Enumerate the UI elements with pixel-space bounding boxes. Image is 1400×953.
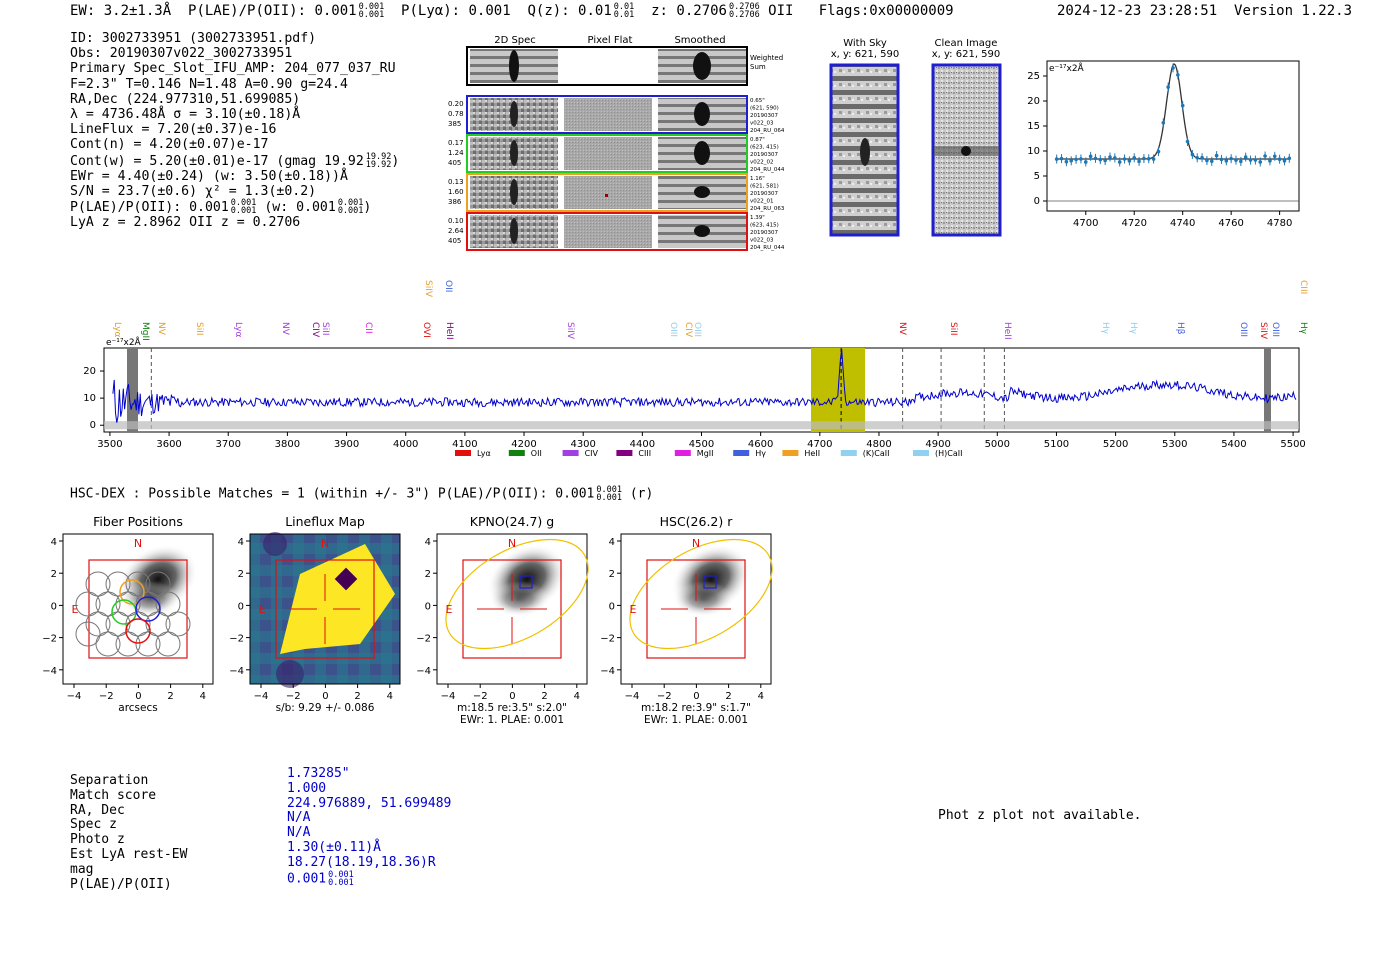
panel-xtick: 0 (509, 691, 516, 702)
line-id-label: SiIV (1258, 322, 1268, 340)
spectrum-xtick: 3600 (156, 439, 182, 450)
panel-ytick: 4 (50, 537, 57, 548)
flux-point (1225, 159, 1229, 163)
info-obs: Obs: 20190307v022_3002733951 (70, 46, 293, 62)
match-value: 224.976889, 51.699489 (287, 795, 452, 811)
flux-point (1263, 154, 1267, 158)
flux-point (1152, 157, 1156, 161)
cutout-row-stat: 386 (448, 198, 462, 206)
spectrum-xtick: 5200 (1102, 439, 1129, 450)
line-id-label: CIV (683, 322, 693, 338)
info-contw: Cont(w) = 5.20(±0.01)e-17 (gmag 19.92 19.92 19.92 ) (70, 151, 400, 170)
line-id-label: SiII (194, 322, 204, 336)
panel-caption: s/b: 9.29 +/- 0.086 (275, 702, 375, 714)
cutout-row-meta: 20190307 (750, 113, 778, 119)
panel-ytick: −4 (600, 665, 615, 677)
legend-swatch (616, 450, 632, 456)
flux-point (1278, 157, 1282, 161)
cutout-row-meta: v022_01 (750, 198, 774, 205)
line-id-label: Lyα (112, 322, 122, 338)
line-id-label: NV (156, 322, 166, 335)
flux-point (1176, 73, 1180, 77)
line-id-label: HeII (1002, 322, 1012, 340)
panel-title: Fiber Positions (93, 514, 183, 529)
panel-ytick: 2 (237, 569, 244, 581)
flux-point (1055, 157, 1059, 161)
spectrum-xtick: 4300 (570, 439, 596, 450)
spectrum-ylabel: e⁻¹⁷x2Å (106, 338, 141, 348)
legend-label: HeII (804, 449, 821, 458)
cutout-row-stat: 0.13 (448, 178, 464, 186)
flux-point (1191, 153, 1195, 157)
north-label: N (320, 537, 330, 550)
flux-point (1123, 157, 1127, 161)
header-version: Version 1.22.3 (1234, 3, 1353, 19)
panel-caption: m:18.5 re:3.5" s:2.0" (457, 702, 567, 714)
cutout-flat (564, 98, 652, 131)
match-label: Photo z (70, 832, 125, 848)
match-label: Separation (70, 773, 149, 788)
legend-label: Lyα (477, 449, 491, 458)
panel-ytick: 0 (608, 601, 615, 613)
panel-xtick: −4 (66, 691, 82, 702)
line-id-label: MgII (140, 322, 150, 341)
panel-ytick: 2 (50, 569, 57, 581)
zoom-xtick: 4760 (1218, 218, 1244, 229)
panel-xtick: −2 (472, 691, 488, 702)
line-id-label: CII (363, 322, 373, 334)
flux-point (1084, 160, 1088, 164)
cutout-row-meta: 204_RU_064 (750, 128, 785, 134)
match-label: Est LyA rest-EW (70, 846, 188, 862)
spectrum-ytick: 10 (83, 393, 96, 405)
panel-ytick: 4 (424, 537, 431, 548)
spectrum-xtick: 4600 (747, 439, 774, 450)
match-value: 1.30(±0.11)Å (287, 839, 381, 855)
zoom-xtick: 4780 (1266, 218, 1293, 229)
panel-xtick: −4 (440, 691, 456, 702)
line-id-label: Hβ (1175, 322, 1185, 335)
panel-ytick: 2 (608, 569, 615, 581)
legend-swatch (733, 450, 749, 456)
info-contn: Cont(n) = 4.20(±0.07)e-17 (70, 137, 269, 153)
cutout-row-stat: 1.24 (448, 149, 464, 157)
panel-caption: EWr: 1. PLAE: 0.001 (643, 714, 749, 725)
zoom-ytick: 0 (1033, 196, 1040, 207)
line-fit-plot (1020, 55, 1310, 235)
flux-point (1147, 157, 1151, 161)
line-id-label: SiIV (423, 280, 433, 298)
flux-point (1220, 158, 1224, 162)
panel-caption: EWr: 1. PLAE: 0.001 (459, 714, 565, 725)
panel-ytick: −2 (600, 633, 615, 645)
panel-ytick: 2 (424, 569, 431, 581)
legend-swatch (782, 450, 798, 456)
spectrum-plot (70, 278, 1390, 468)
cutout-flat (564, 137, 652, 170)
cutout-row-stat: 0.20 (448, 100, 464, 108)
header-z-line: OII (768, 3, 794, 19)
match-table-labels (70, 774, 187, 892)
spectrum-xtick: 4200 (511, 439, 537, 450)
east-label: E (629, 603, 637, 616)
sky-images (828, 62, 1008, 238)
header-right (1057, 3, 1352, 19)
match-label: mag (70, 861, 94, 877)
legend-label: MgII (696, 449, 714, 458)
panel-xtick: 2 (725, 691, 732, 702)
header-ew: EW: 3.2±1.3Å (70, 3, 172, 19)
match-label: RA, Dec (70, 802, 125, 818)
match-label: P(LAE)/P(OII) (70, 876, 172, 892)
clean-image-xy: x, y: 621, 590 (931, 49, 1001, 60)
cutout-row-stat: 385 (448, 120, 462, 128)
cutout-row-meta: 204_RU_063 (750, 206, 785, 212)
panel-ytick: 0 (50, 601, 57, 613)
north-label: N (691, 537, 701, 550)
zoom-ytick: 10 (1027, 146, 1040, 157)
line-id-label: Lyα (233, 322, 243, 338)
spectrum-xtick: 3500 (97, 439, 123, 450)
spectrum-xtick: 5300 (1162, 439, 1188, 450)
flux-point (1065, 160, 1069, 164)
zoom-ylabel: e⁻¹⁷x2Å (1049, 64, 1084, 74)
spectrum-xtick: 4700 (807, 439, 833, 450)
col-pixel-flat: Pixel Flat (587, 35, 633, 46)
panel-xtick: −4 (253, 691, 269, 702)
info-params: F=2.3" T=0.146 N=1.48 A=0.90 g=24.4 (70, 76, 348, 92)
match-label: Spec z (70, 817, 117, 833)
flux-point (1137, 160, 1141, 164)
flux-point (1099, 158, 1103, 162)
spectrum-ytick: 20 (83, 366, 96, 378)
flux-point (1234, 158, 1238, 162)
panel-title: Lineflux Map (285, 514, 365, 529)
cutout-row-stat: 1.60 (448, 188, 464, 196)
flux-point (1157, 150, 1161, 154)
line-id-label: OVI (421, 322, 431, 338)
line-id-label: NV (280, 322, 290, 335)
masked-region (1264, 348, 1271, 432)
cutout-flat (564, 215, 652, 248)
col-smoothed: Smoothed (674, 35, 726, 46)
info-id: ID: 3002733951 (3002733951.pdf) (70, 31, 317, 46)
spectrum-xtick: 5500 (1280, 439, 1306, 450)
panel-xtick: 4 (199, 691, 206, 702)
flux-point (1244, 155, 1248, 159)
cutout-row-meta: v022_02 (750, 159, 774, 166)
east-label: E (445, 603, 453, 616)
photz-message: Phot z plot not available. (938, 808, 1142, 823)
panel-ytick: 0 (424, 601, 431, 613)
legend-label: (H)CaII (935, 449, 963, 458)
match-value: N/A (287, 825, 311, 841)
error-band (104, 421, 1299, 429)
spectrum-xtick: 3800 (274, 439, 301, 450)
cutout-row-meta: 0.87" (750, 137, 765, 143)
cutout-flat (564, 176, 652, 209)
cutout-row-meta: (621, 581) (750, 183, 779, 190)
flux-point (1273, 155, 1277, 159)
legend-label: CIV (584, 449, 599, 458)
match-value: 0.001 0.001 0.001 (287, 869, 354, 888)
panel-ytick: −4 (42, 665, 57, 677)
spectrum-xtick: 4400 (629, 439, 656, 450)
legend-swatch (509, 450, 525, 456)
clean-image-title: Clean Image (934, 38, 998, 49)
panel-ytick: −2 (229, 633, 244, 645)
panel-ytick: 4 (608, 537, 615, 548)
spectrum-xtick: 5400 (1221, 439, 1247, 450)
north-label: N (507, 537, 517, 550)
line-id-label: Hγ (1128, 322, 1138, 335)
panel-xtick: −2 (285, 691, 301, 702)
flux-point (1108, 155, 1112, 159)
panel-xtick: 4 (386, 691, 393, 702)
flux-point (1128, 159, 1132, 163)
weighted-sum-label: Weighted Sum (750, 54, 784, 71)
cutout-row-stat: 0.10 (448, 217, 464, 225)
panel-xtick: 2 (541, 691, 548, 702)
with-sky-xy: x, y: 621, 590 (830, 49, 900, 60)
panel-xtick: −2 (98, 691, 114, 702)
match-value: 18.27(18.19,18.36)R (287, 854, 436, 870)
flux-point (1268, 159, 1272, 163)
match-table-values (287, 767, 451, 887)
cutout-images (440, 40, 800, 255)
flux-point (1210, 160, 1214, 164)
line-id-label: CIII (1298, 280, 1308, 295)
flux-point (1200, 156, 1204, 160)
line-id-label: NV (897, 322, 907, 335)
cutout-row-stat: 2.64 (448, 227, 464, 235)
line-id-label: OIII (692, 322, 702, 338)
flux-point (1249, 158, 1253, 162)
spectrum-xtick: 5000 (984, 439, 1011, 450)
cutout-row-meta: 204_RU_044 (750, 245, 785, 251)
flux-point (1142, 157, 1146, 161)
legend-swatch (841, 450, 857, 456)
panel-ytick: −4 (416, 665, 431, 677)
legend-swatch (913, 450, 929, 456)
legend-label: CIII (638, 449, 652, 458)
panel-xtick: 0 (135, 691, 142, 702)
flux-point (1166, 85, 1170, 89)
panel-xtick: 4 (757, 691, 764, 702)
legend-swatch (675, 450, 691, 456)
legend-swatch (563, 450, 579, 456)
flux-point (1094, 157, 1098, 161)
header-line: EW: 3.2±1.3Å P(LAE)/P(OII): 0.001 0.001 0.001 P(Lyα): 0.001 Q(z): 0.01 0.01 0.01 z: 0.2706 0.2706 0.2706 OII Flags:0x00000009 (70, 2, 954, 20)
hsc-dex-summary: HSC-DEX : Possible Matches = 1 (within +/- 3") P(LAE)/P(OII): 0.001 0.001 0.001 (r) (70, 485, 654, 503)
legend-label: OII (530, 449, 542, 458)
flux-point (1215, 154, 1219, 158)
cutout-row-meta: (623, 415) (750, 222, 779, 229)
header-z: z: 0.2706 (651, 3, 727, 19)
panel-caption: m:18.2 re:3.9" s:1.7" (641, 702, 751, 714)
flux-point (1171, 66, 1175, 70)
spectrum-xtick: 3900 (333, 439, 360, 450)
panel-ytick: 0 (237, 601, 244, 613)
header-flags: Flags:0x00000009 (818, 3, 954, 19)
panel-xtick: 2 (354, 691, 361, 702)
panel-xtick: 2 (167, 691, 174, 702)
match-value: N/A (287, 810, 311, 826)
flux-point (1288, 156, 1292, 160)
zoom-ytick: 5 (1033, 171, 1040, 182)
zoom-ytick: 20 (1027, 96, 1040, 107)
spectrum-xtick: 4800 (866, 439, 892, 450)
info-lambda: λ = 4736.48Å σ = 3.10(±0.18)Å (70, 107, 301, 123)
flux-point (1254, 158, 1258, 162)
panel-xtick: −4 (624, 691, 640, 702)
image-panels (40, 510, 800, 725)
zoom-xtick: 4740 (1169, 218, 1196, 229)
match-label: Match score (70, 787, 157, 803)
panel-caption: arcsecs (118, 702, 158, 714)
flux-point (1089, 155, 1093, 159)
panel-title: HSC(26.2) r (659, 514, 733, 529)
spectrum-xtick: 4000 (392, 439, 419, 450)
flux-point (1258, 160, 1262, 164)
match-value: 1.73285" (287, 766, 350, 781)
line-id-label: HeII (444, 322, 454, 340)
panel-ytick: −2 (416, 633, 431, 645)
flux-point (1283, 159, 1287, 163)
zoom-xtick: 4720 (1121, 218, 1147, 229)
line-id-label: OIII (668, 322, 678, 338)
flux-point (1229, 157, 1233, 161)
flux-point (1195, 156, 1199, 160)
flux-point (1069, 159, 1073, 163)
cutout-row-meta: 20190307 (750, 191, 778, 197)
info-lineflux: LineFlux = 7.20(±0.37)e-16 (70, 122, 277, 138)
cutout-row-meta: (621, 590) (750, 105, 779, 112)
east-label: E (258, 603, 266, 616)
flux-point (1132, 156, 1136, 160)
legend-label: Hγ (755, 449, 766, 458)
panel-ytick: 4 (237, 537, 244, 548)
header-plya: P(Lyα): 0.001 (401, 3, 511, 19)
info-sn: S/N = 23.7(±0.6) χ² = 1.3(±0.2) (70, 184, 317, 200)
col-2d-spec: 2D Spec (494, 35, 536, 46)
zoom-ytick: 25 (1027, 71, 1040, 82)
panel-ytick: −4 (229, 665, 244, 677)
panel-xtick: −2 (656, 691, 672, 702)
cutout-row-stat: 0.17 (448, 139, 464, 147)
with-sky-title: With Sky (843, 38, 887, 49)
line-id-label: SiII (948, 322, 958, 336)
cutout-row-meta: 20190307 (750, 230, 778, 236)
flux-point (1060, 157, 1064, 161)
cutout-row-meta: 20190307 (750, 152, 778, 158)
cutout-row-meta: v022_03 (750, 237, 774, 244)
flux-point (1074, 158, 1078, 162)
header-plae: P(LAE)/P(OII): 0.001 (188, 3, 357, 19)
detection-info (70, 31, 399, 231)
flux-point (1103, 159, 1107, 163)
cutout-row-meta: 1.16" (750, 176, 765, 182)
spectrum-xtick: 4100 (452, 439, 478, 450)
panel-xtick: 4 (573, 691, 580, 702)
spectrum-ytick: 0 (89, 420, 96, 432)
spectrum-xtick: 5100 (1043, 439, 1070, 450)
line-id-label: OIII (1238, 322, 1248, 338)
cutout-row-meta: 204_RU_044 (750, 167, 785, 173)
cutout-row-meta: 1.39" (750, 215, 765, 221)
cutout-row-meta: v022_03 (750, 120, 774, 127)
flux-point (1118, 160, 1122, 164)
line-id-label: SiII (320, 322, 330, 336)
match-value: 1.000 (287, 780, 327, 796)
info-plae: P(LAE)/P(OII): 0.001 0.001 0.001 (w: 0.001 0.001 0.001 ) (70, 198, 372, 217)
cutout-row-meta: (623, 415) (750, 144, 779, 151)
cutout-row-meta: 0.65" (750, 98, 765, 104)
legend-label: (K)CaII (862, 449, 890, 458)
flux-point (1181, 104, 1185, 108)
panel-title: KPNO(24.7) g (469, 514, 555, 529)
line-id-label: Hγ (1100, 322, 1110, 335)
info-radec: RA,Dec (224.977310,51.699085) (70, 91, 301, 107)
zoom-xtick: 4700 (1073, 218, 1099, 229)
flux-point (1113, 156, 1117, 160)
line-id-label: OII (443, 280, 453, 293)
spectrum-xtick: 4500 (688, 439, 715, 450)
info-z: LyA z = 2.8962 OII z = 0.2706 (70, 215, 301, 231)
spectrum-xtick: 3700 (215, 439, 241, 450)
line-id-label: OIII (1270, 322, 1280, 338)
north-label: N (133, 537, 143, 550)
flux-point (1205, 159, 1209, 163)
cutout-row-stat: 0.78 (448, 110, 464, 118)
spectrum-xtick: 4900 (925, 439, 951, 450)
flux-point (1079, 157, 1083, 161)
flux-point (1162, 121, 1166, 125)
cutout-row-stat: 405 (448, 237, 462, 245)
cutout-row-stat: 405 (448, 159, 462, 167)
flux-point (1186, 140, 1190, 144)
panel-ytick: −2 (42, 633, 57, 645)
flux-point (1239, 160, 1243, 164)
east-label: E (71, 603, 79, 616)
header-datetime: 2024-12-23 23:28:51 (1057, 3, 1218, 19)
panel-xtick: 0 (693, 691, 700, 702)
line-id-label: Hγ (1298, 322, 1308, 335)
line-id-label: CIV (310, 322, 320, 338)
panel-xtick: 0 (322, 691, 329, 702)
legend-swatch (455, 450, 471, 456)
line-id-label: SiIV (565, 322, 575, 340)
info-ewr: EWr = 4.40(±0.24) (w: 3.50(±0.18))Å (70, 168, 348, 184)
header-qz: Q(z): 0.01 (527, 3, 612, 19)
zoom-ytick: 15 (1027, 121, 1040, 132)
info-primary: Primary Spec_Slot_IFU_AMP: 204_077_037_RU (70, 61, 396, 77)
